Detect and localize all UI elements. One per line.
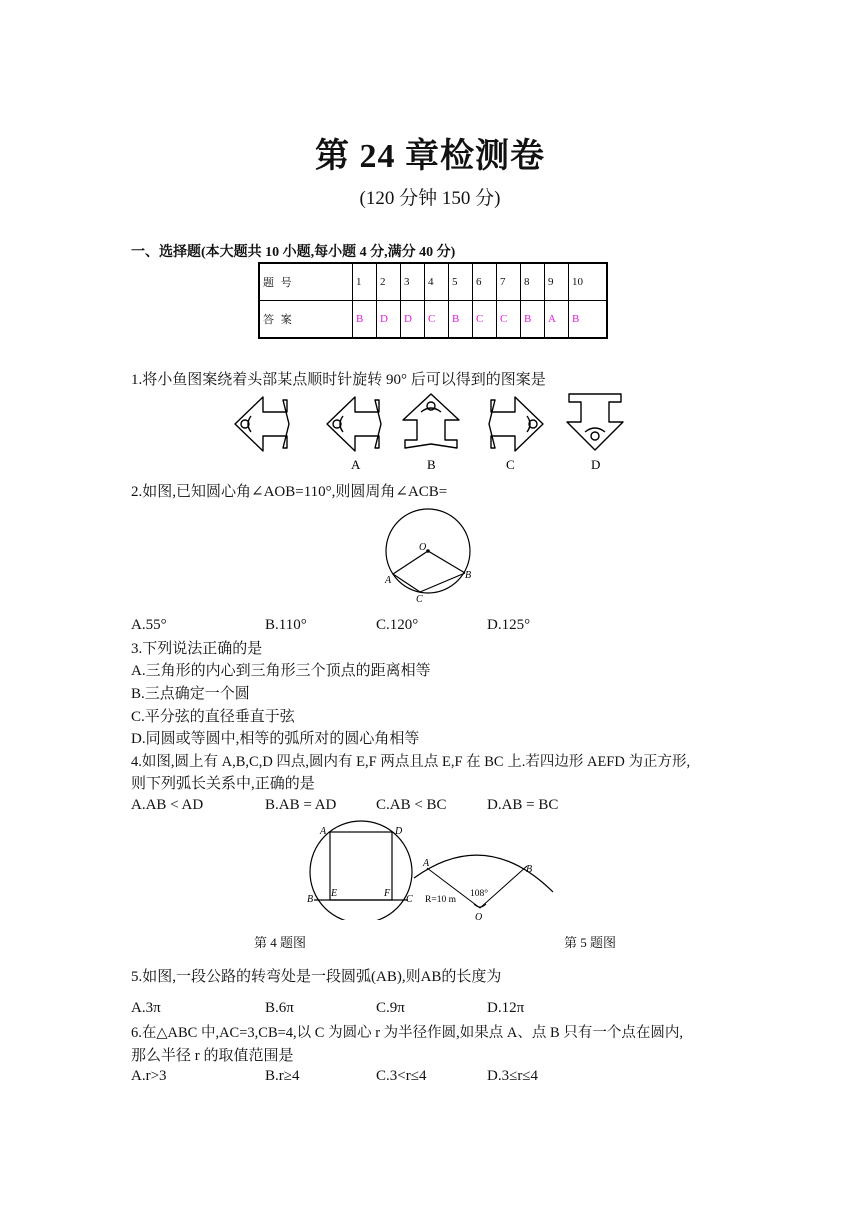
q4-option-d: D.AB = BC [487, 797, 559, 813]
answer-cell: B [353, 301, 377, 339]
table-cell: 4 [425, 263, 449, 301]
q2-option-b: B.110° [265, 617, 307, 633]
q3-option-b: B.三点确定一个圆 [131, 686, 250, 702]
page-subtitle: (120 分钟 150 分) [359, 188, 501, 209]
fish-label-a: A [351, 457, 361, 472]
label-b: B [307, 894, 314, 905]
fish-label-b: B [427, 457, 436, 472]
figure-4-caption: 第 4 题图 [254, 935, 307, 950]
label-c: C [406, 894, 413, 905]
q4-option-b: B.AB = AD [265, 797, 337, 813]
fish-option-a-icon [327, 397, 381, 451]
q4-option-a: A.AB < AD [131, 797, 204, 813]
table-cell: 1 [353, 263, 377, 301]
answer-cell: B [569, 301, 608, 339]
q3-option-a: A.三角形的内心到三角形三个顶点的距离相等 [131, 663, 431, 679]
angle-label: 108° [470, 889, 489, 899]
table-header-cell: 题 号 [259, 263, 353, 301]
q2-option-c: C.120° [376, 617, 419, 633]
section-heading: 一、选择题(本大题共 10 小题,每小题 4 分,满分 40 分) [131, 245, 456, 260]
figure-5-caption: 第 5 题图 [564, 935, 617, 950]
label-f: F [384, 888, 391, 899]
q2-option-d: D.125° [487, 617, 531, 633]
question-4-stem-line2: 则下列弧长关系中,正确的是 [131, 776, 315, 792]
label-c: C [416, 594, 423, 605]
table-cell: 2 [377, 263, 401, 301]
label-o: O [475, 912, 483, 922]
q2-option-a: A.55° [131, 617, 167, 633]
label-a: A [385, 575, 392, 586]
answer-cell: D [377, 301, 401, 339]
radius-label: R=10 m [425, 895, 456, 905]
answer-cell: B [449, 301, 473, 339]
fish-original-icon [235, 397, 289, 451]
table-cell: 6 [473, 263, 497, 301]
q6-option-b: B.r≥4 [265, 1068, 300, 1084]
table-header-cell: 答 案 [259, 301, 353, 339]
label-a: A [423, 858, 430, 869]
question-4-stem-line1: 4.如图,圆上有 A,B,C,D 四点,圆内有 E,F 两点且点 E,F 在 BC 上.若四边形 AEFD 为正方形, [131, 754, 691, 770]
q3-option-d: D.同圆或等圆中,相等的弧所对的圆心角相等 [131, 731, 420, 747]
q4-option-c: C.AB < BC [376, 797, 447, 813]
question-1-stem: 1.将小鱼图案绕着头部某点顺时针旋转 90° 后可以得到的图案是 [131, 372, 546, 388]
table-cell: 3 [401, 263, 425, 301]
fish-option-c-icon [489, 397, 543, 451]
q6-option-d: D.3≤r≤4 [487, 1068, 539, 1084]
question-5-stem: 5.如图,一段公路的转弯处是一段圆弧(AB),则AB的长度为 [131, 969, 502, 985]
q5-option-d: D.12π [487, 1000, 525, 1016]
answer-cell: D [401, 301, 425, 339]
label-d: D [395, 826, 403, 837]
fish-option-d-icon [567, 394, 623, 450]
label-e: E [331, 888, 338, 899]
q5-option-a: A.3π [131, 1000, 161, 1016]
road-arc-figure [408, 840, 558, 922]
label-b: B [465, 570, 472, 581]
question-6-stem-line2: 那么半径 r 的取值范围是 [131, 1048, 294, 1064]
question-2-stem: 2.如图,已知圆心角∠AOB=110°,则圆周角∠ACB= [131, 484, 448, 500]
q5-option-b: B.6π [265, 1000, 294, 1016]
table-cell: 8 [521, 263, 545, 301]
circle-angle-figure [380, 505, 480, 605]
label-a: A [320, 826, 327, 837]
page-title: 第 24 章检测卷 [315, 138, 545, 175]
table-cell: 10 [569, 263, 608, 301]
table-cell: 9 [545, 263, 569, 301]
table-cell: 5 [449, 263, 473, 301]
label-b: B [526, 864, 533, 875]
table-cell: 7 [497, 263, 521, 301]
q5-option-c: C.9π [376, 1000, 405, 1016]
label-o: O [419, 542, 427, 553]
fish-option-b-icon [403, 394, 459, 448]
fish-label-c: C [506, 457, 515, 472]
answer-cell: C [497, 301, 521, 339]
fish-label-d: D [591, 457, 601, 472]
question-6-stem-line1: 6.在△ABC 中,AC=3,CB=4,以 C 为圆心 r 为半径作圆,如果点 A、点 B 只有一个点在圆内, [131, 1025, 683, 1041]
q3-option-c: C.平分弦的直径垂直于弦 [131, 709, 295, 725]
answer-cell: B [521, 301, 545, 339]
answer-cell: C [473, 301, 497, 339]
fish-rotation-figure [225, 392, 645, 472]
table-row [259, 301, 607, 339]
table-row [259, 263, 607, 301]
answer-cell: C [425, 301, 449, 339]
q6-option-a: A.r>3 [131, 1068, 167, 1084]
answer-cell: A [545, 301, 569, 339]
q6-option-c: C.3<r≤4 [376, 1068, 427, 1084]
question-3-stem: 3.下列说法正确的是 [131, 641, 263, 657]
answer-table [258, 262, 608, 339]
